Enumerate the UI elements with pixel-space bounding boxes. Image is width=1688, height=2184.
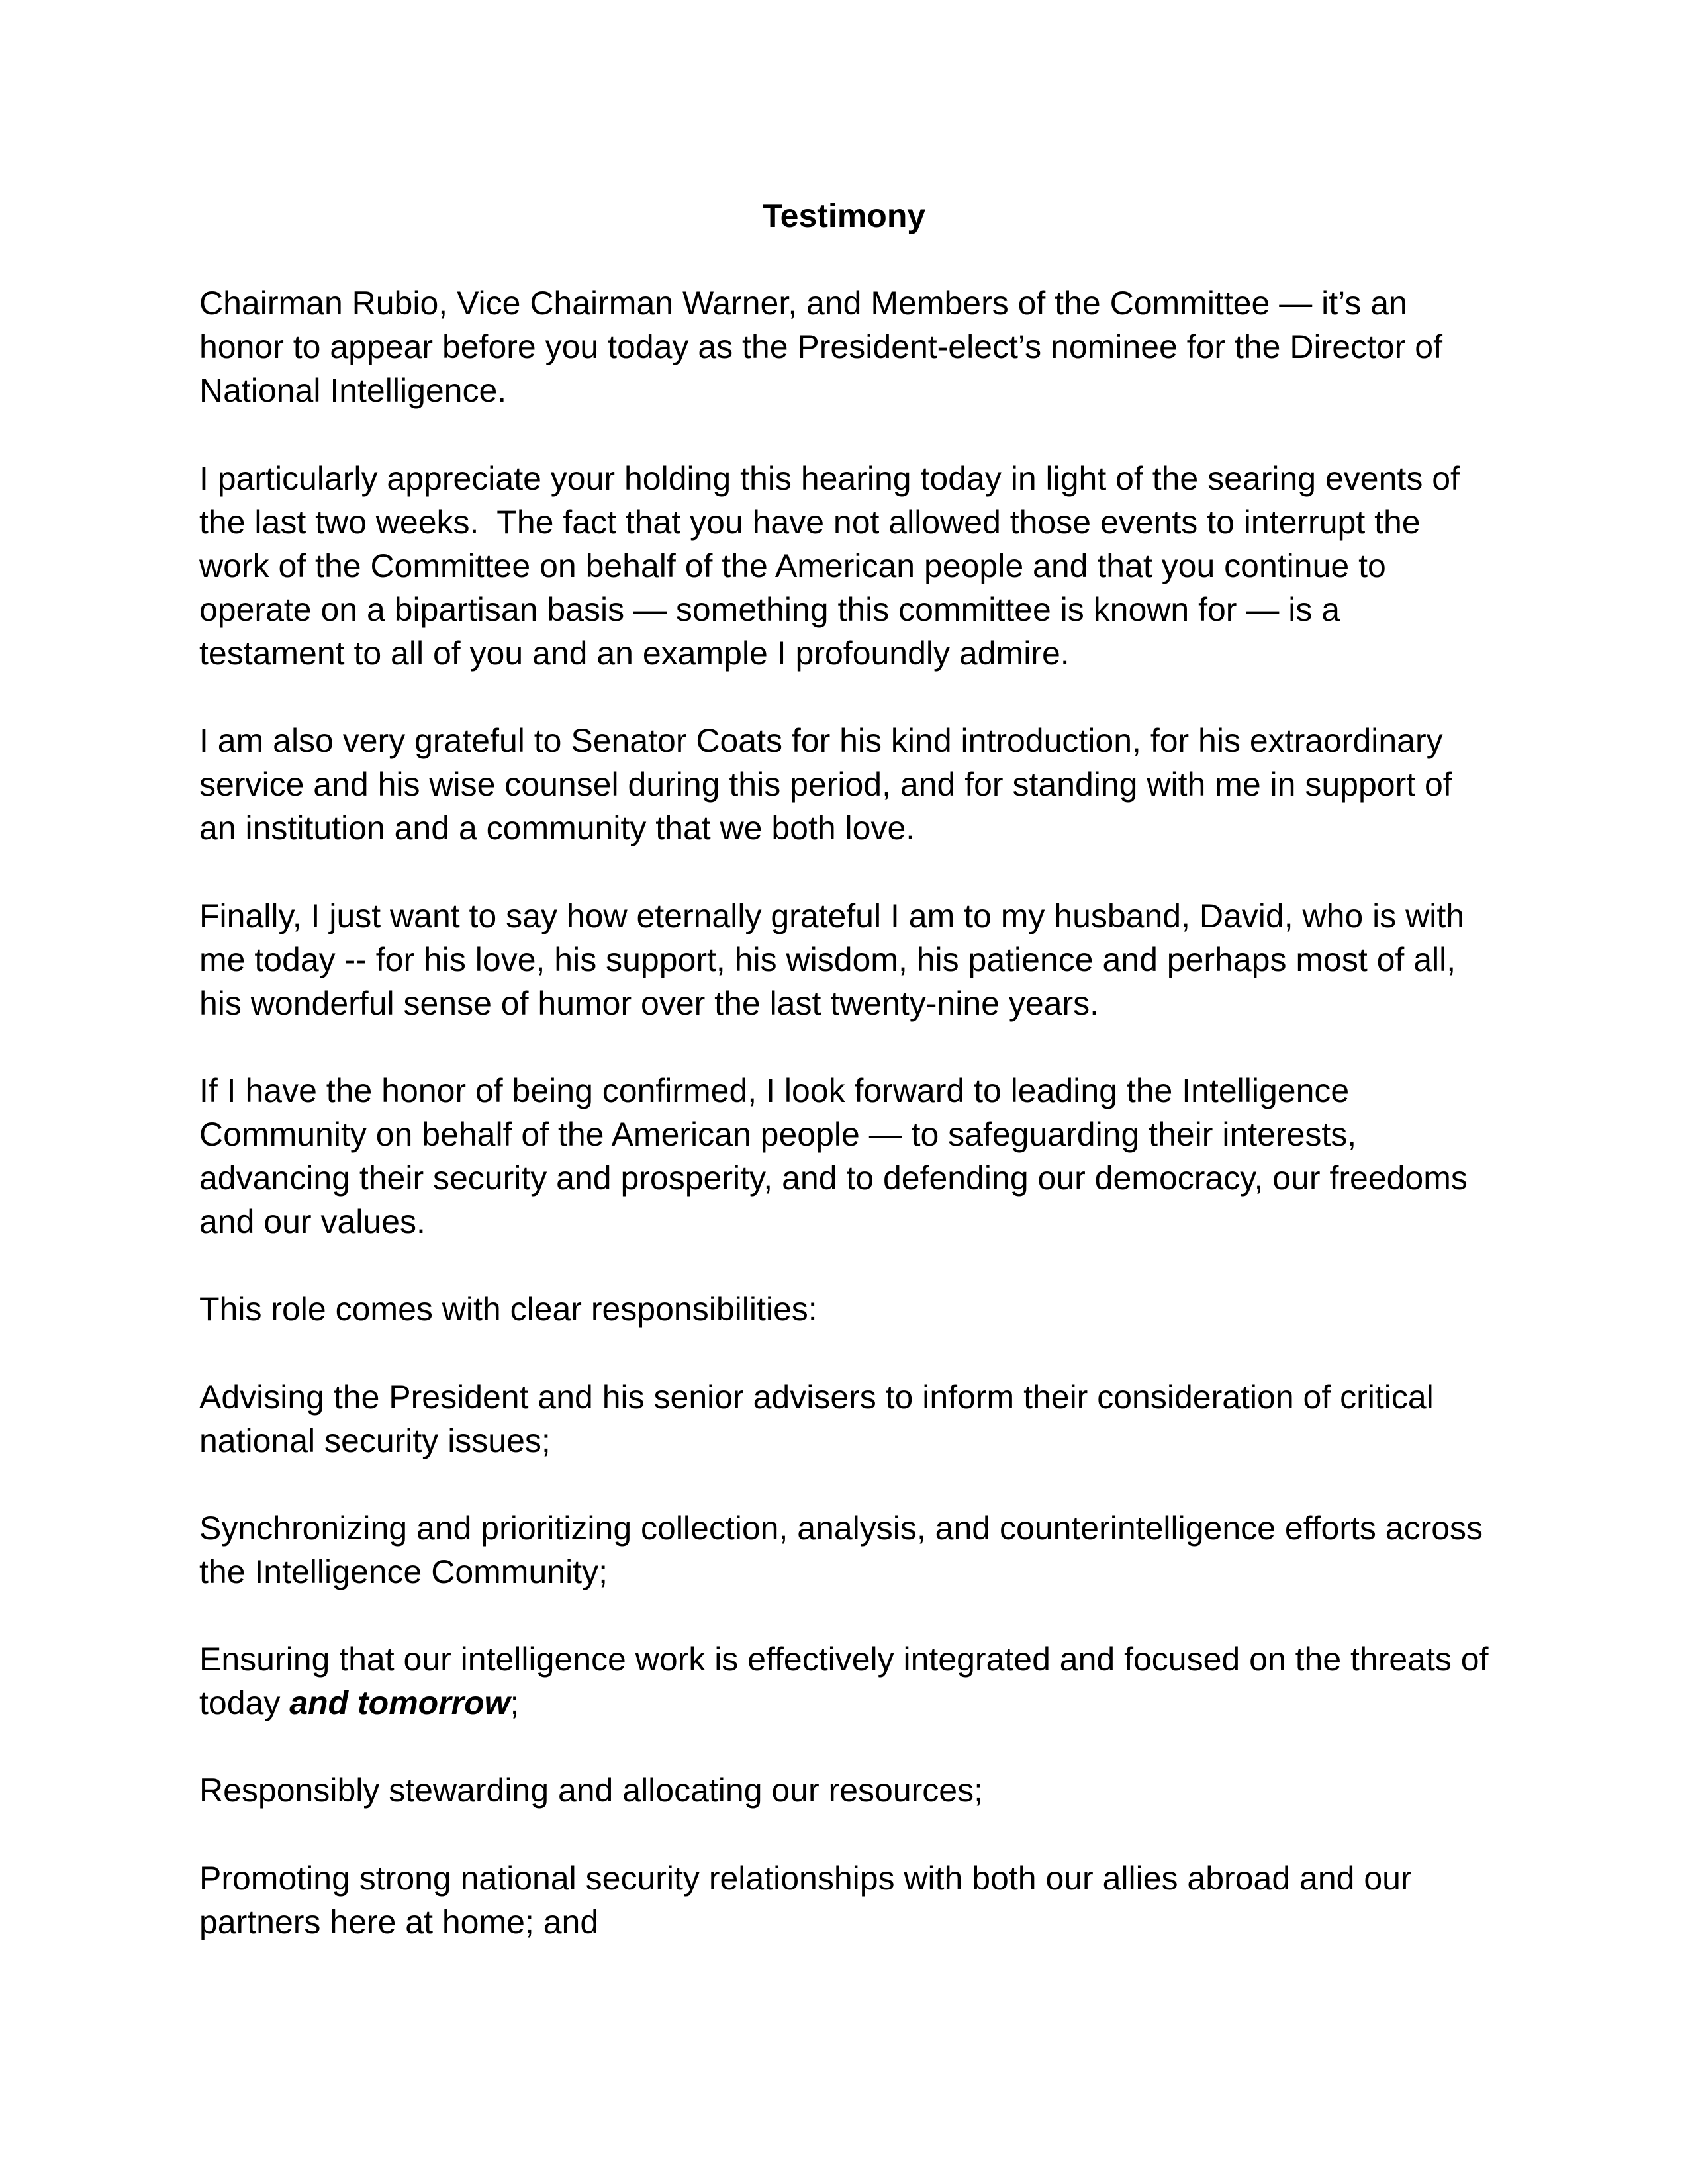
paragraph-line: This role comes with clear responsibilities:	[199, 1291, 818, 1328]
responsibility-ensuring	[199, 1637, 1497, 1725]
paragraph-line: the last two weeks. The fact that you have not allowed those events to interrupt the	[199, 503, 1421, 541]
paragraph-if-confirmed	[199, 1069, 1497, 1244]
blank-line	[199, 1244, 1497, 1287]
paragraph-line: me today -- for his love, his support, his wisdom, his patience and perhaps most of all,	[199, 940, 1456, 978]
paragraph-line: an institution and a community that we both love.	[199, 809, 915, 847]
responsibility-advising	[199, 1375, 1497, 1463]
responsibility-promoting	[199, 1856, 1497, 1944]
paragraph-senator-coats	[199, 719, 1497, 850]
paragraph-line: Ensuring that our intelligence work is effectively integrated and focused on the threats of	[199, 1641, 1489, 1678]
paragraph-line: and our values.	[199, 1203, 426, 1241]
blank-line	[199, 238, 1497, 281]
paragraph-line: I particularly appreciate your holding this hearing today in light of the searing events of	[199, 459, 1460, 497]
blank-line	[199, 1463, 1497, 1506]
line-text: ;	[510, 1684, 520, 1722]
paragraph-line: honor to appear before you today as the President-elect’s nominee for the Director of	[199, 328, 1442, 366]
blank-line	[199, 675, 1497, 719]
blank-line	[199, 1331, 1497, 1375]
paragraph-line: National Intelligence.	[199, 372, 507, 410]
paragraph-line: partners here at home; and	[199, 1903, 599, 1940]
paragraph-appreciation	[199, 457, 1497, 675]
paragraph-line: Synchronizing and prioritizing collection, analysis, and counterintelligence efforts across	[199, 1509, 1483, 1547]
paragraph-husband	[199, 894, 1497, 1025]
blank-line	[199, 850, 1497, 893]
paragraph-line: Advising the President and his senior advisers to inform their consideration of critical	[199, 1378, 1434, 1416]
document-body	[199, 194, 1497, 1944]
blank-line	[199, 412, 1497, 456]
emphasis-text: and tomorrow	[289, 1684, 510, 1722]
blank-line	[199, 1025, 1497, 1069]
paragraph-line: operate on a bipartisan basis — something this committee is known for — is a	[199, 590, 1340, 628]
paragraph-line: testament to all of you and an example I profoundly admire.	[199, 634, 1070, 672]
paragraph-line: Community on behalf of the American people — to safeguarding their interests,	[199, 1115, 1357, 1153]
blank-line	[199, 1725, 1497, 1768]
paragraph-responsibilities-intro	[199, 1287, 1497, 1331]
paragraph-line	[199, 1681, 1497, 1725]
paragraph-opening-address	[199, 281, 1497, 412]
paragraph-line: Responsibly stewarding and allocating our resources;	[199, 1772, 983, 1809]
paragraph-line: work of the Committee on behalf of the American people and that you continue to	[199, 547, 1386, 584]
paragraph-line: national security issues;	[199, 1422, 551, 1459]
line-text: today	[199, 1684, 290, 1722]
paragraph-line: I am also very grateful to Senator Coats for his kind introduction, for his extraordinary	[199, 722, 1443, 760]
responsibility-synchronizing	[199, 1506, 1497, 1594]
blank-line	[199, 1594, 1497, 1637]
paragraph-line: If I have the honor of being confirmed, I look forward to leading the Intelligence	[199, 1071, 1350, 1109]
blank-line	[199, 1812, 1497, 1856]
responsibility-stewarding	[199, 1768, 1497, 1812]
paragraph-line: the Intelligence Community;	[199, 1553, 608, 1590]
paragraph-line: Chairman Rubio, Vice Chairman Warner, and Members of the Committee — it’s an	[199, 285, 1407, 322]
paragraph-line: Promoting strong national security relationships with both our allies abroad and our	[199, 1859, 1412, 1897]
paragraph-line: Finally, I just want to say how eternally grateful I am to my husband, David, who is with	[199, 897, 1465, 934]
paragraph-line: service and his wise counsel during this period, and for standing with me in support of	[199, 766, 1452, 803]
document-title: Testimony	[762, 197, 926, 234]
paragraph-line: advancing their security and prosperity, and to defending our democracy, our freedoms	[199, 1160, 1468, 1197]
paragraph-line: his wonderful sense of humor over the last twenty-nine years.	[199, 984, 1100, 1022]
